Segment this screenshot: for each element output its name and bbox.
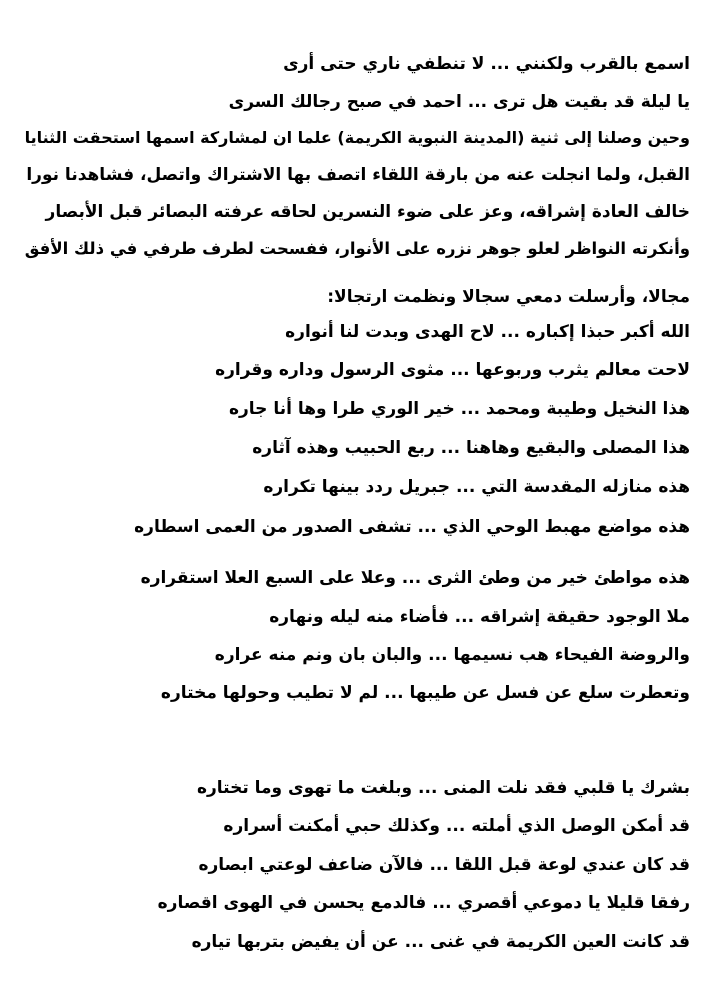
text-line: يا ليلة قد بقيت هل ترى ... احمد في صبح رجالك السرى — [228, 92, 690, 112]
text-line: والروضة الفيحاء هب نسيمها ... والبان بان ونم منه عراره — [214, 645, 690, 665]
text-line: هذا المصلى والبقيع وهاهنا ... ربع الحبيب وهذه آثاره — [252, 438, 690, 458]
text-line: قد أمكن الوصل الذي أملته ... وكذلك حبي أمكنت أسراره — [223, 816, 690, 836]
text-line: وحين وصلنا إلى ثنية (المدينة النبوية الكريمة) علما ان لمشاركة اسمها استحقت الثنايا — [24, 128, 690, 147]
text-line: اسمع بالقرب ولكنني ... لا تنطفي ناري حتى أرى — [283, 54, 690, 74]
text-line: وتعطرت سلع عن فسل عن طيبها ... لم لا تطيب وحولها مختاره — [160, 683, 690, 703]
text-line: خالف العادة إشراقه، وعز على ضوء النسرين لحاقه عرفته البصائر قبل الأبصار — [45, 202, 690, 222]
text-line: رفقا قليلا يا دموعي أقصري ... فالدمع يحسن في الهوى اقصاره — [157, 893, 690, 913]
text-line: وأنكرته النواظر لعلو جوهر نزره على الأنوار، ففسحت لطرف طرفي في ذلك الأفق — [24, 239, 690, 258]
text-line: ملا الوجود حقيقة إشراقه ... فأضاء منه ليله ونهاره — [269, 607, 690, 627]
text-line: هذه منازله المقدسة التي ... جبريل ردد بينها تكراره — [263, 477, 690, 497]
text-line: القبل، ولما انجلت عنه من بارقة اللقاء اتصف بها الاشتراك واتصل، فشاهدنا نورا — [26, 165, 690, 185]
text-line: بشرك يا قلبي فقد نلت المنى ... وبلغت ما تهوى وما تختاره — [196, 778, 690, 798]
text-line: مجالا، وأرسلت دمعي سجالا ونظمت ارتجالا: — [327, 287, 690, 307]
text-line: هذه مواطئ خير من وطئ الثرى ... وعلا على السبع العلا استقراره — [140, 568, 690, 588]
text-line: هذا النخيل وطيبة ومحمد ... خير الوري طرا وها أنا جاره — [228, 399, 690, 419]
text-line: الله أكبر حبذا إكباره ... لاح الهدى وبدت لنا أنواره — [285, 322, 690, 342]
text-line: لاحت معالم يثرب وربوعها ... مثوى الرسول وداره وقراره — [215, 360, 690, 380]
text-line: هذه مواضع مهبط الوحي الذي ... تشفى الصدور من العمى اسطاره — [134, 517, 690, 537]
text-line: قد كان عندي لوعة قبل اللقا ... فالآن ضاعف لوعتي ابصاره — [198, 855, 690, 875]
text-line: قد كانت العين الكريمة في غنى ... عن أن يفيض بتربها تياره — [191, 932, 690, 952]
